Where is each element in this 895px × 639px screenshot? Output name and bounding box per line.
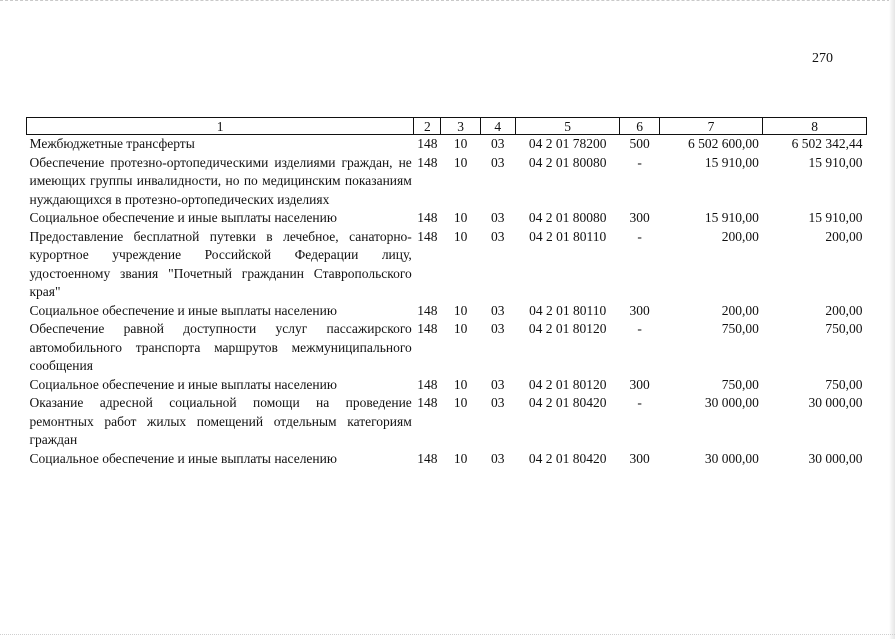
table-row xyxy=(27,320,867,376)
row-col-6: - xyxy=(637,395,642,410)
row-col-7: 750,00 xyxy=(721,376,759,392)
row-col-3: 10 xyxy=(453,376,468,392)
row-col-5: 04 2 01 80120 xyxy=(528,321,607,336)
table-row xyxy=(27,450,867,469)
scan-edge-right xyxy=(889,0,895,639)
row-col-8: 6 502 342,44 xyxy=(791,136,863,151)
page-number: 270 xyxy=(812,51,833,66)
row-col-5: 04 2 01 80080 xyxy=(528,210,607,225)
header-col-8: 8 xyxy=(763,118,867,135)
row-col-7: 200,00 xyxy=(721,302,759,318)
row-col-5: 04 2 01 80420 xyxy=(528,395,607,410)
header-col-4: 4 xyxy=(480,118,515,135)
row-col-7: 30 000,00 xyxy=(704,395,759,410)
row-name: Социальное обеспечение и иные выплаты населению xyxy=(29,450,337,466)
row-col-2: 148 xyxy=(417,395,438,410)
row-col-8: 30 000,00 xyxy=(808,395,863,410)
row-name: Межбюджетные трансферты xyxy=(29,136,195,151)
row-col-6: - xyxy=(637,228,642,244)
scan-edge-top xyxy=(0,0,895,9)
table-row xyxy=(27,228,867,302)
row-col-2: 148 xyxy=(417,154,438,170)
row-col-3: 10 xyxy=(453,154,468,170)
row-col-7: 15 910,00 xyxy=(704,154,759,170)
row-col-4: 03 xyxy=(491,450,505,466)
row-col-8: 15 910,00 xyxy=(808,154,863,170)
row-col-5: 04 2 01 80110 xyxy=(529,228,607,244)
row-name: Оказание адресной социальной помощи на проведение ремонтных работ жилых помещений отдельным категориям граждан xyxy=(29,395,412,447)
header-col-6: 6 xyxy=(620,118,659,135)
row-col-5: 04 2 01 80120 xyxy=(528,376,607,392)
row-col-6: 300 xyxy=(629,376,650,392)
row-col-5: 04 2 01 78200 xyxy=(528,136,607,151)
row-col-6: 300 xyxy=(629,450,650,466)
row-col-7: 30 000,00 xyxy=(704,450,759,466)
table-row xyxy=(27,135,867,154)
row-col-5: 04 2 01 80080 xyxy=(528,154,607,170)
row-col-8: 30 000,00 xyxy=(808,450,863,466)
row-name: Обеспечение протезно-ортопедическими изделиями граждан, не имеющих группы инвалидности, но по медицинским показаниям нуждающихся в протезно-ортопедических изделиях xyxy=(29,154,412,207)
row-col-3: 10 xyxy=(453,210,468,225)
row-col-4: 03 xyxy=(491,154,505,170)
header-col-7: 7 xyxy=(659,118,763,135)
header-col-3: 3 xyxy=(441,118,480,135)
row-col-6: - xyxy=(637,154,642,170)
row-col-4: 03 xyxy=(491,321,505,336)
row-col-7: 200,00 xyxy=(721,228,759,244)
table-row xyxy=(27,302,867,321)
row-col-2: 148 xyxy=(417,136,438,151)
row-col-3: 10 xyxy=(453,450,468,466)
header-col-2: 2 xyxy=(414,118,441,135)
row-col-4: 03 xyxy=(491,376,505,392)
row-col-6: - xyxy=(637,321,642,336)
row-name: Социальное обеспечение и иные выплаты населению xyxy=(29,376,337,392)
row-col-3: 10 xyxy=(453,302,468,318)
row-col-2: 148 xyxy=(417,376,438,392)
table-row xyxy=(27,394,867,450)
table-row xyxy=(27,376,867,395)
row-col-4: 03 xyxy=(491,228,505,244)
table-row xyxy=(27,154,867,210)
header-col-5: 5 xyxy=(515,118,620,135)
header-col-1: 1 xyxy=(27,118,414,135)
header-row xyxy=(27,118,867,135)
row-col-6: 300 xyxy=(629,210,650,225)
row-col-4: 03 xyxy=(491,136,505,151)
row-name: Обеспечение равной доступности услуг пассажирского автомобильного транспорта маршрутов межмуниципального сообщения xyxy=(29,321,412,373)
row-col-3: 10 xyxy=(453,136,468,151)
row-name: Социальное обеспечение и иные выплаты населению xyxy=(29,210,337,225)
row-col-8: 200,00 xyxy=(825,302,863,318)
budget-table xyxy=(26,117,867,468)
row-col-2: 148 xyxy=(417,302,438,318)
row-col-4: 03 xyxy=(491,302,505,318)
row-col-7: 6 502 600,00 xyxy=(687,136,759,151)
row-col-3: 10 xyxy=(453,321,468,336)
table-row xyxy=(27,209,867,228)
row-col-8: 200,00 xyxy=(825,228,863,244)
row-col-5: 04 2 01 80420 xyxy=(528,450,607,466)
row-col-7: 15 910,00 xyxy=(704,210,759,225)
row-name: Предоставление бесплатной путевки в лечебное, санаторно-курортное учреждение Российской Федерации лицу, удостоенному звания "Почетный гражданин Ставропольского края" xyxy=(29,228,412,299)
row-col-7: 750,00 xyxy=(721,321,759,336)
row-col-4: 03 xyxy=(491,210,505,225)
row-col-8: 750,00 xyxy=(825,321,863,336)
row-col-3: 10 xyxy=(453,395,468,410)
row-col-2: 148 xyxy=(417,210,438,225)
row-col-6: 300 xyxy=(629,302,650,318)
row-name: Социальное обеспечение и иные выплаты населению xyxy=(29,302,337,318)
row-col-2: 148 xyxy=(417,228,438,244)
row-col-3: 10 xyxy=(453,228,468,244)
row-col-5: 04 2 01 80110 xyxy=(529,302,607,318)
row-col-2: 148 xyxy=(417,450,438,466)
row-col-4: 03 xyxy=(491,395,505,410)
row-col-6: 500 xyxy=(629,136,650,151)
row-col-8: 15 910,00 xyxy=(808,210,863,225)
scan-edge-bottom xyxy=(0,628,895,635)
row-col-2: 148 xyxy=(417,321,438,336)
row-col-8: 750,00 xyxy=(825,376,863,392)
